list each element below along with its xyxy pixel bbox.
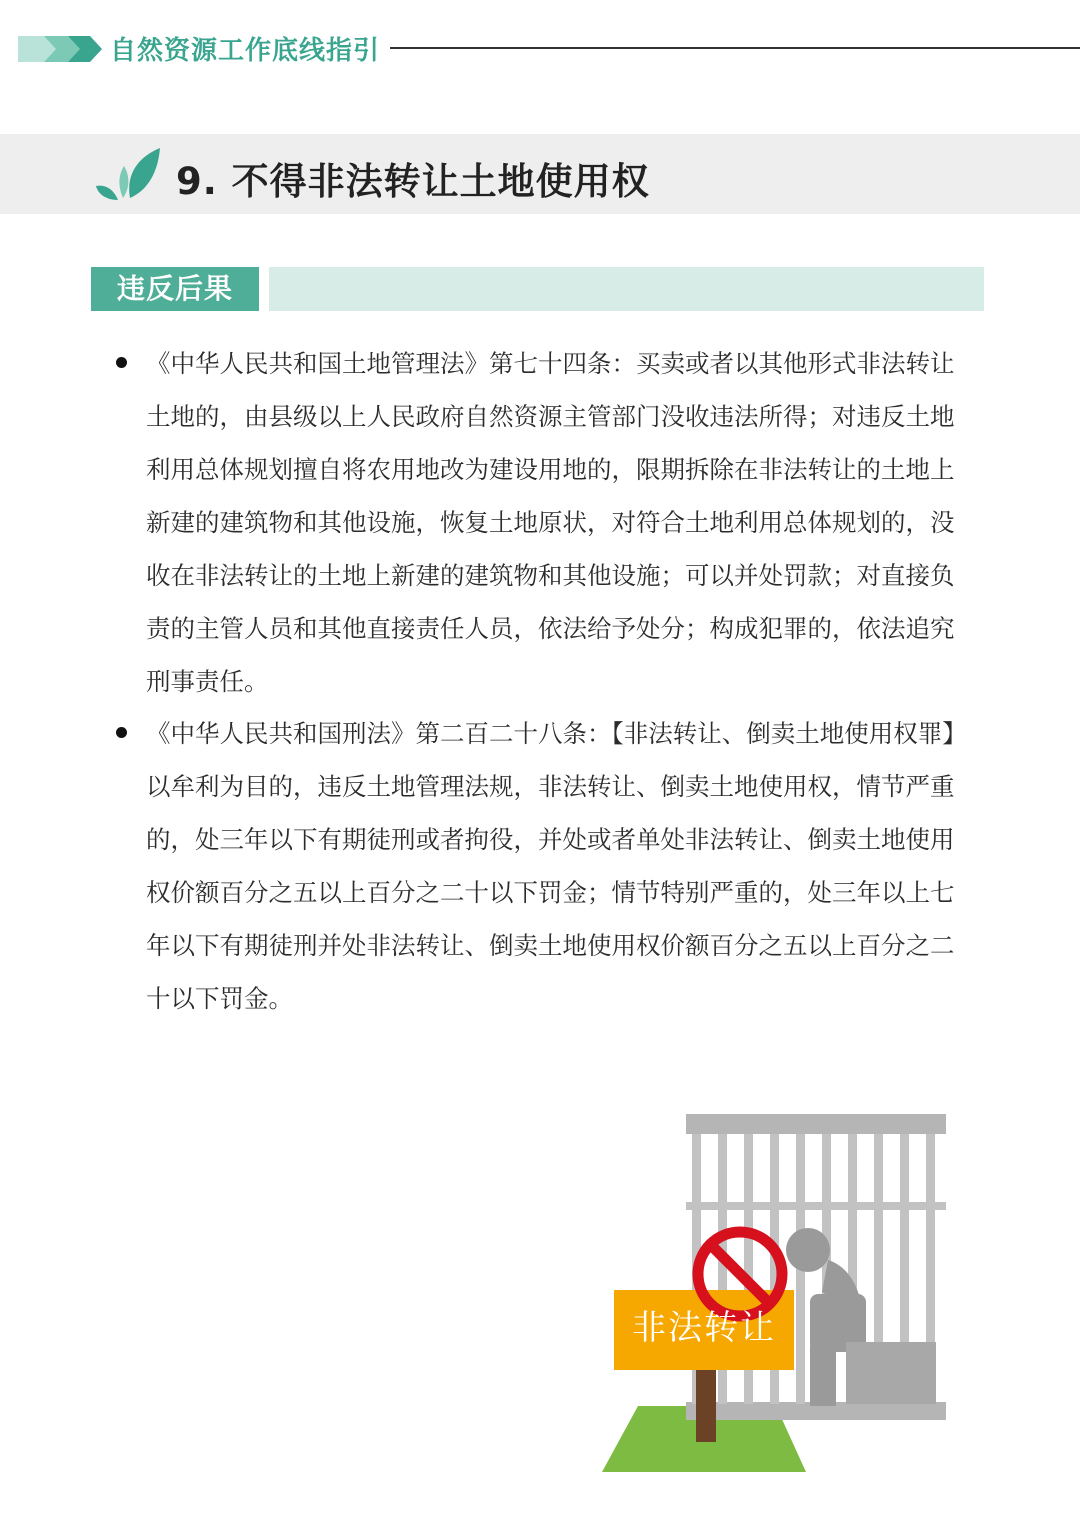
sprout-leaf-icon [96, 146, 162, 202]
header-divider [390, 47, 1080, 49]
section-title-band [0, 134, 1080, 214]
subsection-label: 违反后果 [91, 267, 259, 311]
paragraph-land-management-law: 《中华人民共和国土地管理法》第七十四条：买卖或者以其他形式非法转让土地的，由县级以上人民政府自然资源主管部门没收违法所得；对违反土地利用总体规划擅自将农用地改为建设用地的，限期拆除在非法转让的土地上新建的建筑物和其他设施，恢复土地原状，对符合土地利用总体规划的，没收在非法转让的土地上新建的建筑物和其他设施；可以并处罚款；对直接负责的主管人员和其他直接责任人员，依法给予处分；构成犯罪的，依法追究刑事责任。 [146, 349, 955, 696]
page-header [0, 0, 1080, 110]
bullet-dot [116, 357, 127, 368]
chevron-decoration-icon [18, 36, 104, 62]
jail-top-bar [686, 1114, 946, 1134]
document-title: 自然资源工作底线指引 [110, 36, 381, 66]
sign-post [696, 1362, 716, 1442]
sign-label: 非法转让 [632, 1308, 776, 1348]
prisoner-silhouette [786, 1228, 936, 1406]
bullet-dot [116, 727, 127, 738]
paragraph-criminal-law: 《中华人民共和国刑法》第二百二十八条：【非法转让、倒卖土地使用权罪】以牟利为目的，违反土地管理法规，非法转让、倒卖土地使用权，情节严重的，处三年以下有期徒刑或者拘役，并处或者单处非法转让、倒卖土地使用权价额百分之五以上百分之二十以下罚金；情节特别严重的，处三年以上七年以下有期徒刑并处非法转让、倒卖土地使用权价额百分之五以上百分之二十以下罚金。 [146, 719, 955, 1013]
jail-illustration [596, 1110, 956, 1480]
subsection-header [91, 267, 984, 311]
jail-mid-bar [686, 1202, 946, 1210]
section-title: 9. 不得非法转让土地使用权 [176, 160, 650, 203]
subsection-bar [269, 267, 984, 311]
